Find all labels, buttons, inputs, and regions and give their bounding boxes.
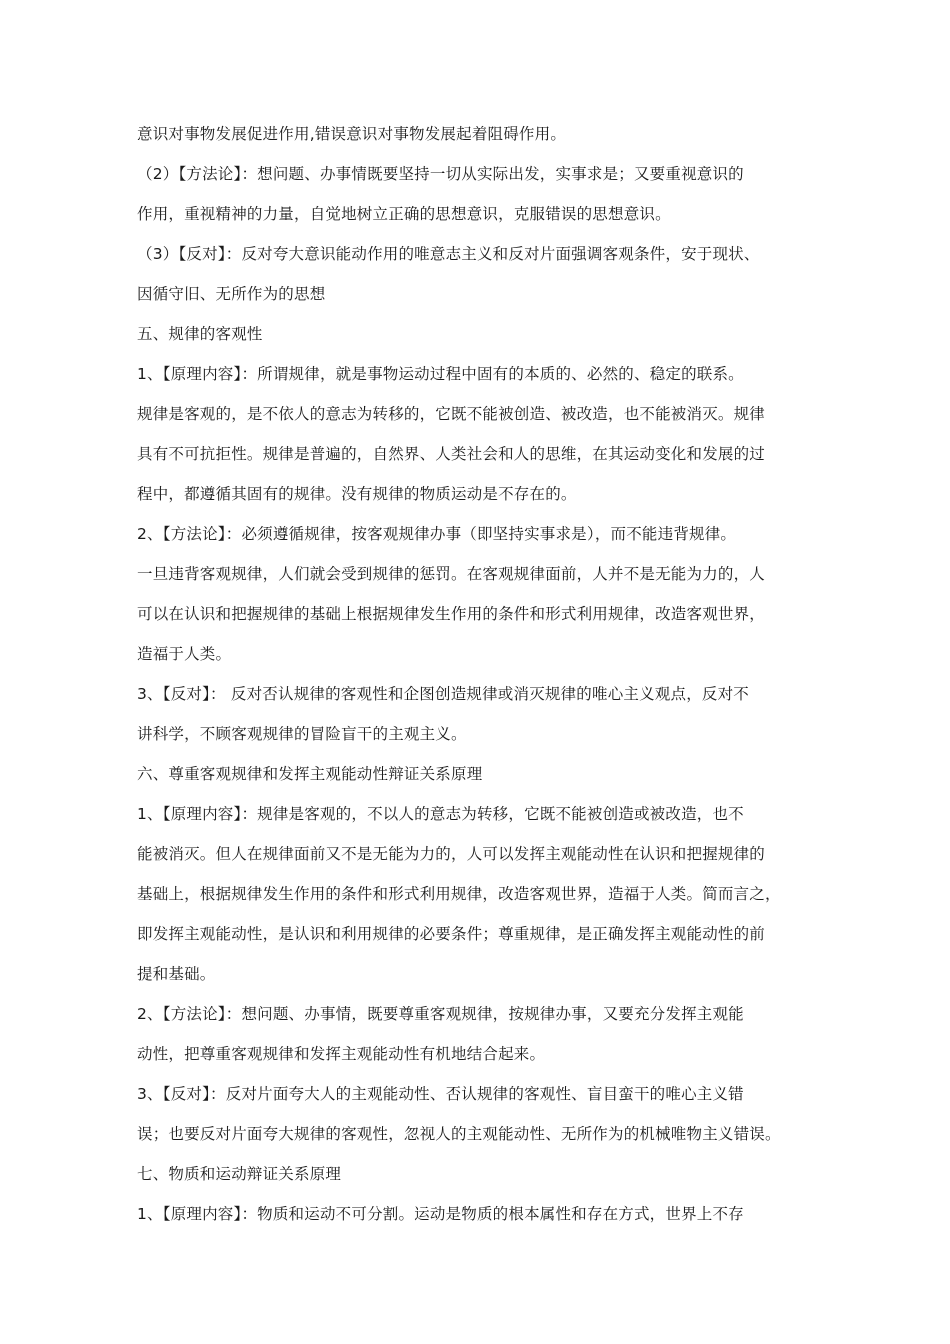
text-line: 因循守旧、无所作为的思想 — [137, 285, 326, 303]
text-line: （2）【方法论】：想问题、办事情既要坚持一切从实际出发，实事求是；又要重视意识的 — [137, 165, 744, 183]
text-line: 具有不可抗拒性。规律是普遍的，自然界、人类社会和人的思维，在其运动变化和发展的过 — [137, 445, 766, 463]
section-heading: 五、规律的客观性 — [137, 325, 263, 343]
text-line: 1、【原理内容】：规律是客观的，不以人的意志为转移，它既不能被创造或被改造，也不 — [137, 805, 744, 823]
text-line: （3）【反对】：反对夸大意识能动作用的唯意志主义和反对片面强调客观条件，安于现状、 — [137, 245, 760, 263]
text-line: 作用，重视精神的力量，自觉地树立正确的思想意识，克服错误的思想意识。 — [137, 205, 671, 223]
section-heading: 六、尊重客观规律和发挥主观能动性辩证关系原理 — [137, 765, 483, 783]
text-line: 程中，都遵循其固有的规律。没有规律的物质运动是不存在的。 — [137, 485, 577, 503]
text-line: 规律是客观的，是不依人的意志为转移的，它既不能被创造、被改造，也不能被消灭。规律 — [137, 405, 766, 423]
section-heading: 七、物质和运动辩证关系原理 — [137, 1165, 342, 1183]
text-line: 基础上，根据规律发生作用的条件和形式利用规律，改造客观世界，造福于人类。简而言之， — [137, 885, 781, 903]
text-line: 意识对事物发展促进作用,错误意识对事物发展起着阻碍作用。 — [137, 125, 567, 143]
text-line: 3、【反对】： 反对否认规律的客观性和企图创造规律或消灭规律的唯心主义观点，反对不 — [137, 685, 749, 703]
document-page — [137, 121, 827, 1227]
text-line: 1、【原理内容】：所谓规律，就是事物运动过程中固有的本质的、必然的、稳定的联系。 — [137, 365, 744, 383]
text-line: 误；也要反对片面夸大规律的客观性，忽视人的主观能动性、无所作为的机械唯物主义错误。 — [137, 1125, 781, 1143]
text-line: 1、【原理内容】：物质和运动不可分割。运动是物质的根本属性和存在方式，世界上不存 — [137, 1205, 744, 1223]
text-line: 即发挥主观能动性，是认识和利用规律的必要条件；尊重规律，是正确发挥主观能动性的前 — [137, 925, 766, 943]
text-line: 提和基础。 — [137, 965, 216, 983]
text-line: 造福于人类。 — [137, 645, 232, 663]
text-line: 动性，把尊重客观规律和发挥主观能动性有机地结合起来。 — [137, 1045, 546, 1063]
text-line: 讲科学，不顾客观规律的冒险盲干的主观主义。 — [137, 725, 467, 743]
text-line: 3、【反对】：反对片面夸大人的主观能动性、否认规律的客观性、盲目蛮干的唯心主义错 — [137, 1085, 744, 1103]
text-line: 2、【方法论】：想问题、办事情，既要尊重客观规律，按规律办事，又要充分发挥主观能 — [137, 1005, 744, 1023]
text-line: 一旦违背客观规律，人们就会受到规律的惩罚。在客观规律面前，人并不是无能为力的，人 — [137, 565, 766, 583]
text-line: 可以在认识和把握规律的基础上根据规律发生作用的条件和形式利用规律，改造客观世界， — [137, 605, 766, 623]
text-line: 2、【方法论】：必须遵循规律，按客观规律办事（即坚持实事求是），而不能违背规律。 — [137, 525, 737, 543]
text-line: 能被消灭。但人在规律面前又不是无能为力的，人可以发挥主观能动性在认识和把握规律的 — [137, 845, 766, 863]
